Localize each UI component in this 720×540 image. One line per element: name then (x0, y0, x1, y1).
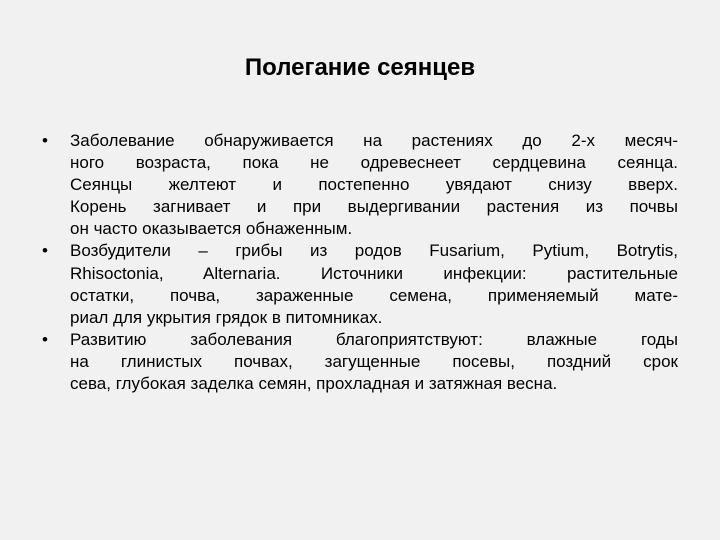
bullet-list (40, 130, 680, 395)
text-line: сева, глубокая заделка семян, прохладная и затяжная весна. (70, 374, 558, 394)
bullet-item-3 (40, 329, 680, 395)
bullet-item-1 (40, 130, 680, 240)
bullet-marker: • (42, 131, 48, 150)
bullet-item-2 (40, 240, 680, 328)
text-line: ного возраста, пока не одревеснеет сердцевина сеянца. (70, 153, 678, 173)
bullet-text (70, 130, 680, 240)
text-line: он часто оказывается обнаженным. (70, 219, 353, 239)
text-line: на глинистых почвах, загущенные посевы, поздний срок (70, 351, 678, 371)
text-line: Возбудители – грибы из родов Fusarium, Pytium, Botrytis, (70, 241, 678, 261)
text-line: Корень загнивает и при выдергивании растения из почвы (70, 197, 678, 217)
bullet-text (70, 240, 680, 328)
bullet-marker: • (42, 329, 48, 349)
text-line: риал для укрытия грядок в питомниках. (70, 307, 383, 327)
text-line: Сеянцы желтеют и постепенно увядают снизу вверх. (70, 175, 678, 195)
text-line: Rhisoctonia, Alternaria. Источники инфекции: растительные (70, 263, 678, 283)
slide-title: Полегание сеянцев (244, 54, 476, 81)
text-line: остатки, почва, зараженные семена, применяемый мате- (70, 285, 678, 305)
bullet-marker: • (42, 241, 48, 261)
text-line: Развитию заболевания благоприятствуют: влажные годы (70, 329, 678, 349)
text-line: Заболевание обнаруживается на растениях до 2-х месяч- (70, 131, 678, 150)
bullet-text (70, 329, 680, 395)
